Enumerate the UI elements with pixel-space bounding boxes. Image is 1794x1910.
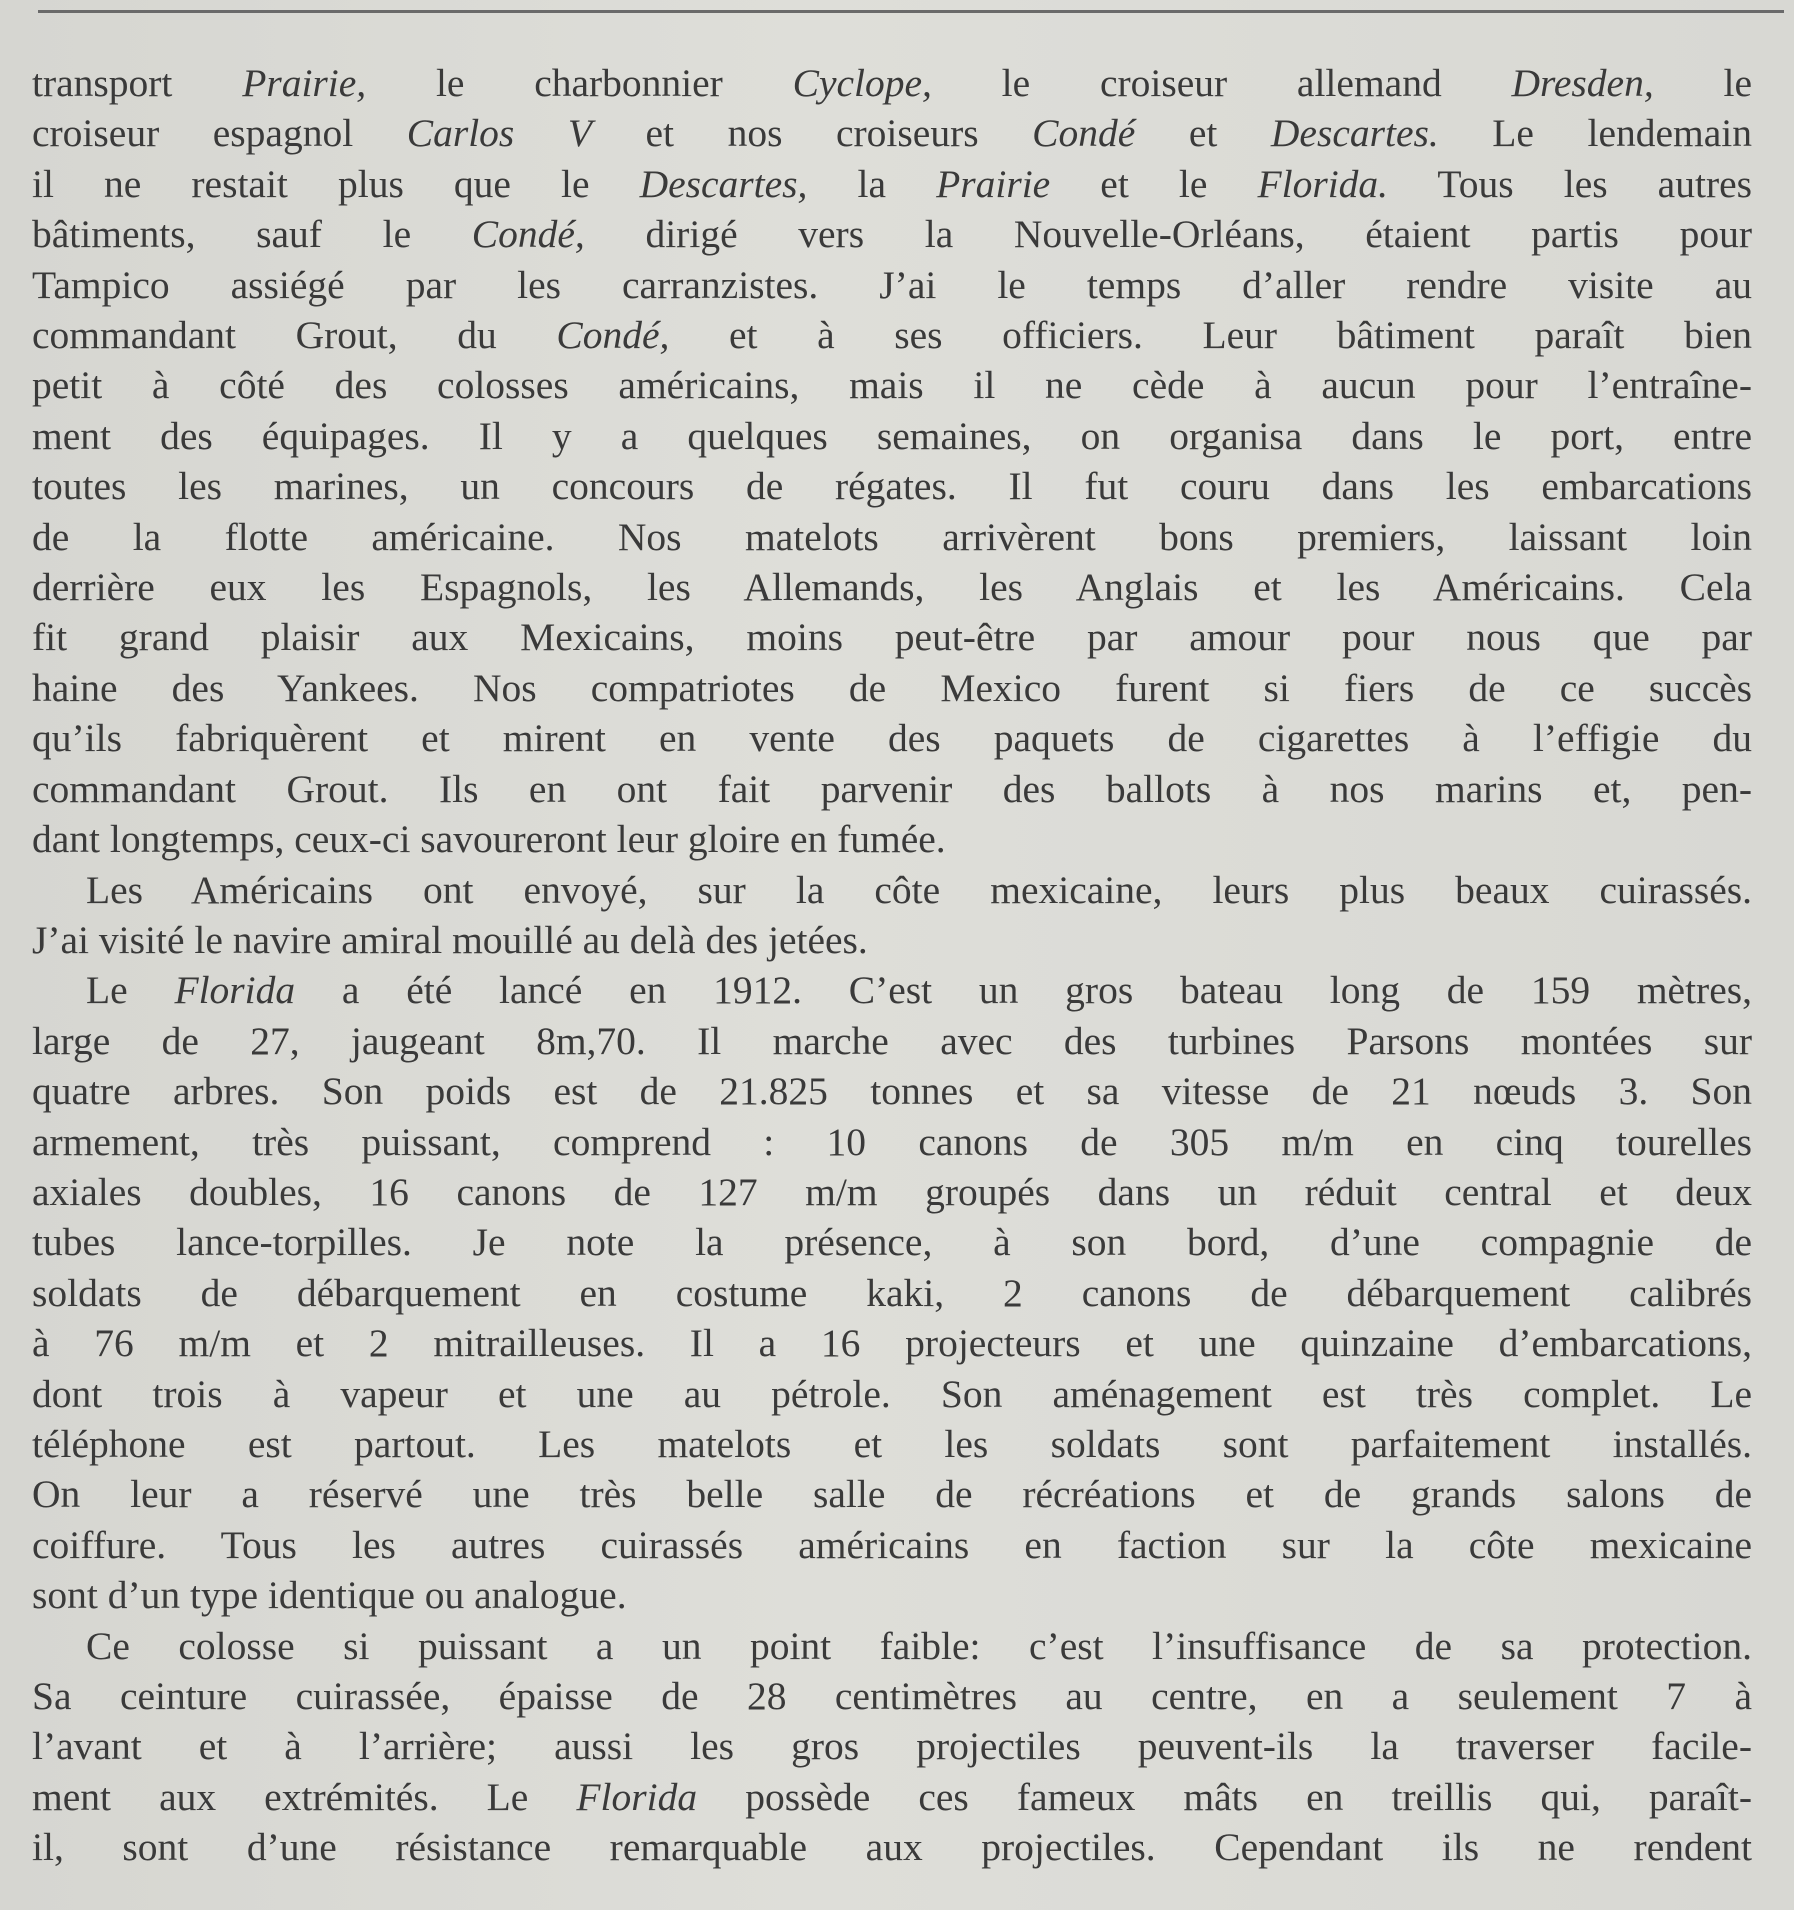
text-line: coiffure. Tous les autres cuirassés américains en faction sur la côte mexicaine: [32, 1522, 1752, 1567]
text-line: Les Américains ont envoyé, sur la côte mexicaine, leurs plus beaux cuirassés.: [86, 867, 1752, 912]
text-line: fit grand plaisir aux Mexicains, moins peut-être par amour pour nous que par: [32, 615, 1752, 660]
text-line: armement, très puissant, comprend : 10 canons de 305 m/m en cinq tourelles: [32, 1119, 1752, 1164]
text-line: derrière eux les Espagnols, les Allemands, les Anglais et les Américains. Cela: [32, 565, 1752, 610]
text-line: haine des Yankees. Nos compatriotes de Mexico furent si fiers de ce succès: [32, 665, 1752, 710]
text-line: J’ai visité le navire amiral mouillé au delà des jetées.: [32, 917, 868, 962]
text-line: soldats de débarquement en costume kaki, 2 canons de débarquement calibrés: [32, 1270, 1752, 1315]
top-rule: [38, 10, 1784, 13]
text-line: de la flotte américaine. Nos matelots arrivèrent bons premiers, laissant loin: [32, 514, 1752, 559]
text-line: commandant Grout. Ils en ont fait parvenir des ballots à nos marins et, pen-: [32, 766, 1752, 811]
text-line: quatre arbres. Son poids est de 21.825 tonnes et sa vitesse de 21 nœuds 3. Son: [32, 1069, 1752, 1114]
text-line: dant longtemps, ceux-ci savoureront leur gloire en fumée.: [32, 817, 946, 862]
text-line: large de 27, jaugeant 8m,70. Il marche avec des turbines Parsons montées sur: [32, 1018, 1752, 1063]
text-line: ment aux extrémités. Le Florida possède ces fameux mâts en treillis qui, paraît-: [32, 1774, 1752, 1819]
text-line: tubes lance-torpilles. Je note la présence, à son bord, d’une compagnie de: [32, 1220, 1752, 1265]
text-line: sont d’un type identique ou analogue.: [32, 1573, 627, 1618]
text-line: Ce colosse si puissant a un point faible: c’est l’insuffisance de sa protection.: [86, 1623, 1752, 1668]
text-line: il ne restait plus que le Descartes, la Prairie et le Florida. Tous les autres: [32, 161, 1752, 206]
text-line: Tampico assiégé par les carranzistes. J’ai le temps d’aller rendre visite au: [32, 262, 1752, 307]
text-line: axiales doubles, 16 canons de 127 m/m groupés dans un réduit central et deux: [32, 1169, 1752, 1214]
text-line: l’avant et à l’arrière; aussi les gros projectiles peuvent-ils la traverser facile-: [32, 1724, 1752, 1769]
text-line: qu’ils fabriquèrent et mirent en vente des paquets de cigarettes à l’effigie du: [32, 716, 1752, 761]
body-text: [32, 58, 1752, 1873]
text-line: commandant Grout, du Condé, et à ses officiers. Leur bâtiment paraît bien: [32, 313, 1752, 358]
text-line: toutes les marines, un concours de régates. Il fut couru dans les embarcations: [32, 464, 1752, 509]
text-line: téléphone est partout. Les matelots et les soldats sont parfaitement installés.: [32, 1421, 1752, 1466]
text-line: transport Prairie, le charbonnier Cyclope, le croiseur allemand Dresden, le: [32, 61, 1752, 105]
text-line: croiseur espagnol Carlos V et nos croiseurs Condé et Descartes. Le lendemain: [32, 111, 1753, 156]
text-line: dont trois à vapeur et une au pétrole. Son aménagement est très complet. Le: [32, 1371, 1752, 1416]
text-line: ment des équipages. Il y a quelques semaines, on organisa dans le port, entre: [32, 413, 1752, 458]
text-line: bâtiments, sauf le Condé, dirigé vers la Nouvelle-Orléans, étaient partis pour: [32, 212, 1752, 257]
text-line: il, sont d’une résistance remarquable aux projectiles. Cependant ils ne rendent: [32, 1825, 1752, 1870]
text-line: petit à côté des colosses américains, mais il ne cède à aucun pour l’entraîne-: [32, 363, 1752, 408]
text-line: Le Florida a été lancé en 1912. C’est un gros bateau long de 159 mètres,: [86, 968, 1752, 1013]
text-line: On leur a réservé une très belle salle de récréations et de grands salons de: [32, 1472, 1752, 1517]
text-line: à 76 m/m et 2 mitrailleuses. Il a 16 projecteurs et une quinzaine d’embarcations,: [32, 1321, 1752, 1366]
text-line: Sa ceinture cuirassée, épaisse de 28 centimètres au centre, en a seulement 7 à: [32, 1674, 1752, 1718]
